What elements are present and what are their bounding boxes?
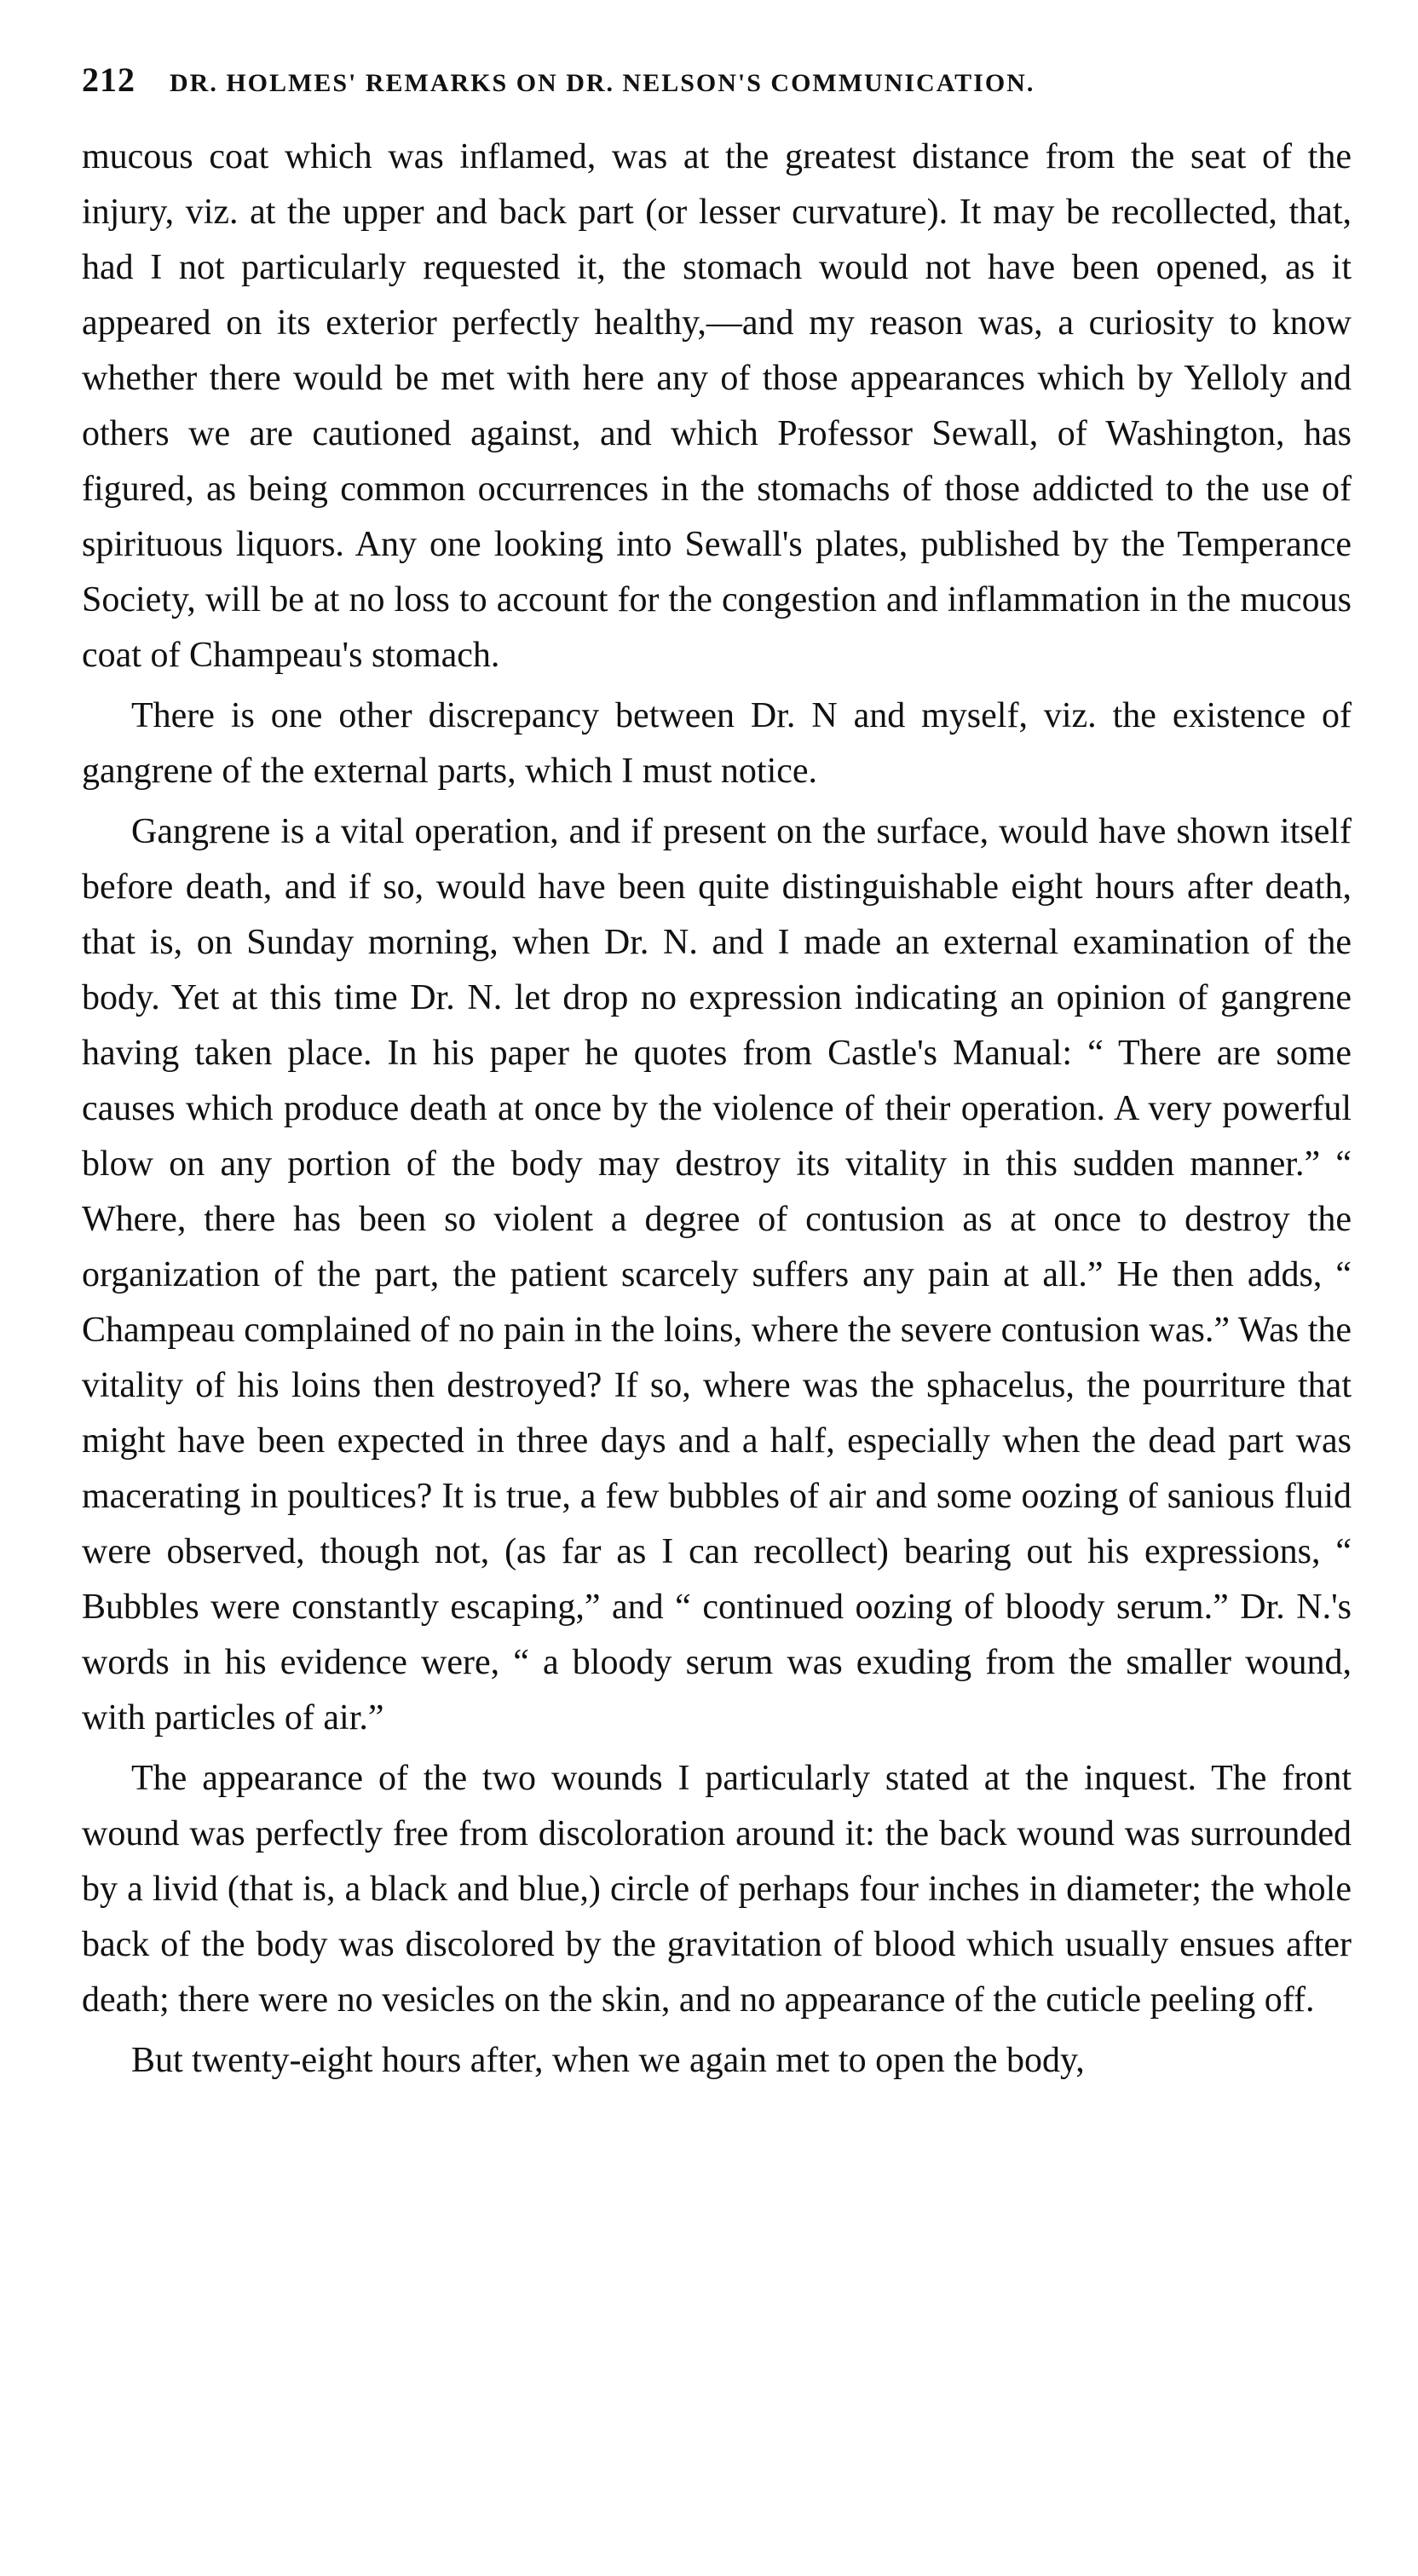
paragraph-1: mucous coat which was inflamed, was at the greatest distance from the seat of the injury, viz. at the upper and back part (or lesser curvature). It may be recollected, that, had I not particularly requested it, the stomach would not have been opened, as it appeared on its exterior perfectly healthy,—and my reason was, a curiosity to know whether there would be met with here any of those appearances which by Yelloly and others we are cautioned against, and which Professor Sewall, of Washington, has figured, as being common occurrences in the stomachs of those addicted to the use of spirituous liquors. Any one looking into Sewall's plates, published by the Temperance Society, will be at no loss to account for the congestion and inflammation in the mucous coat of Champeau's stomach. xyxy=(82,137,1352,675)
paragraph-3: Gangrene is a vital operation, and if present on the surface, would have shown itself before death, and if so, would have been quite distinguishable eight hours after death, that is, on Sunday morning, when Dr. N. and I made an external examination of the body. Yet at this time Dr. N. let drop no expression indicating an opinion of gangrene having taken place. In his paper he quotes from Castle's Manual: “ There are some causes which produce death at once by the violence of their operation. A very powerful blow on any portion of the body may destroy its vitality in this sudden manner.” “ Where, there has been so violent a degree of contusion as at once to destroy the organization of the part, the patient scarcely suffers any pain at all.” He then adds, “ Champeau complained of no pain in the loins, where the severe contusion was.” Was the vitality of his loins then destroyed? If so, where was the sphacelus, the pourriture that might have been expected in three days and a half, especially when the dead part was macerating in poultices? It is true, a few bubbles of air and some oozing of sanious fluid were observed, though not, (as far as I can recollect) bearing out his expressions, “ Bubbles were constantly escaping,” and “ continued oozing of bloody serum.” Dr. N.'s words in his evidence were, “ a bloody serum was exuding from the smaller wound, with particles of air.” xyxy=(82,812,1352,1738)
running-header xyxy=(82,60,1352,111)
body-text xyxy=(82,130,1352,2089)
running-title: DR. HOLMES' REMARKS ON DR. NELSON'S COMMUNICATION. xyxy=(170,69,1035,97)
paragraph-4: The appearance of the two wounds I particularly stated at the inquest. The front wound was perfectly free from discoloration around it: the back wound was surrounded by a livid (that is, a black and blue,) circle of perhaps four inches in diameter; the whole back of the body was discolored by the gravitation of blood which usually ensues after death; there were no vesicles on the skin, and no appearance of the cuticle peeling off. xyxy=(82,1759,1352,2020)
paragraph-2: There is one other discrepancy between Dr. N and myself, viz. the existence of gangrene of the external parts, which I must notice. xyxy=(82,696,1352,791)
book-page xyxy=(82,60,1352,2094)
page-number: 212 xyxy=(82,61,135,99)
paragraph-5: But twenty-eight hours after, when we again met to open the body, xyxy=(131,2041,1085,2080)
